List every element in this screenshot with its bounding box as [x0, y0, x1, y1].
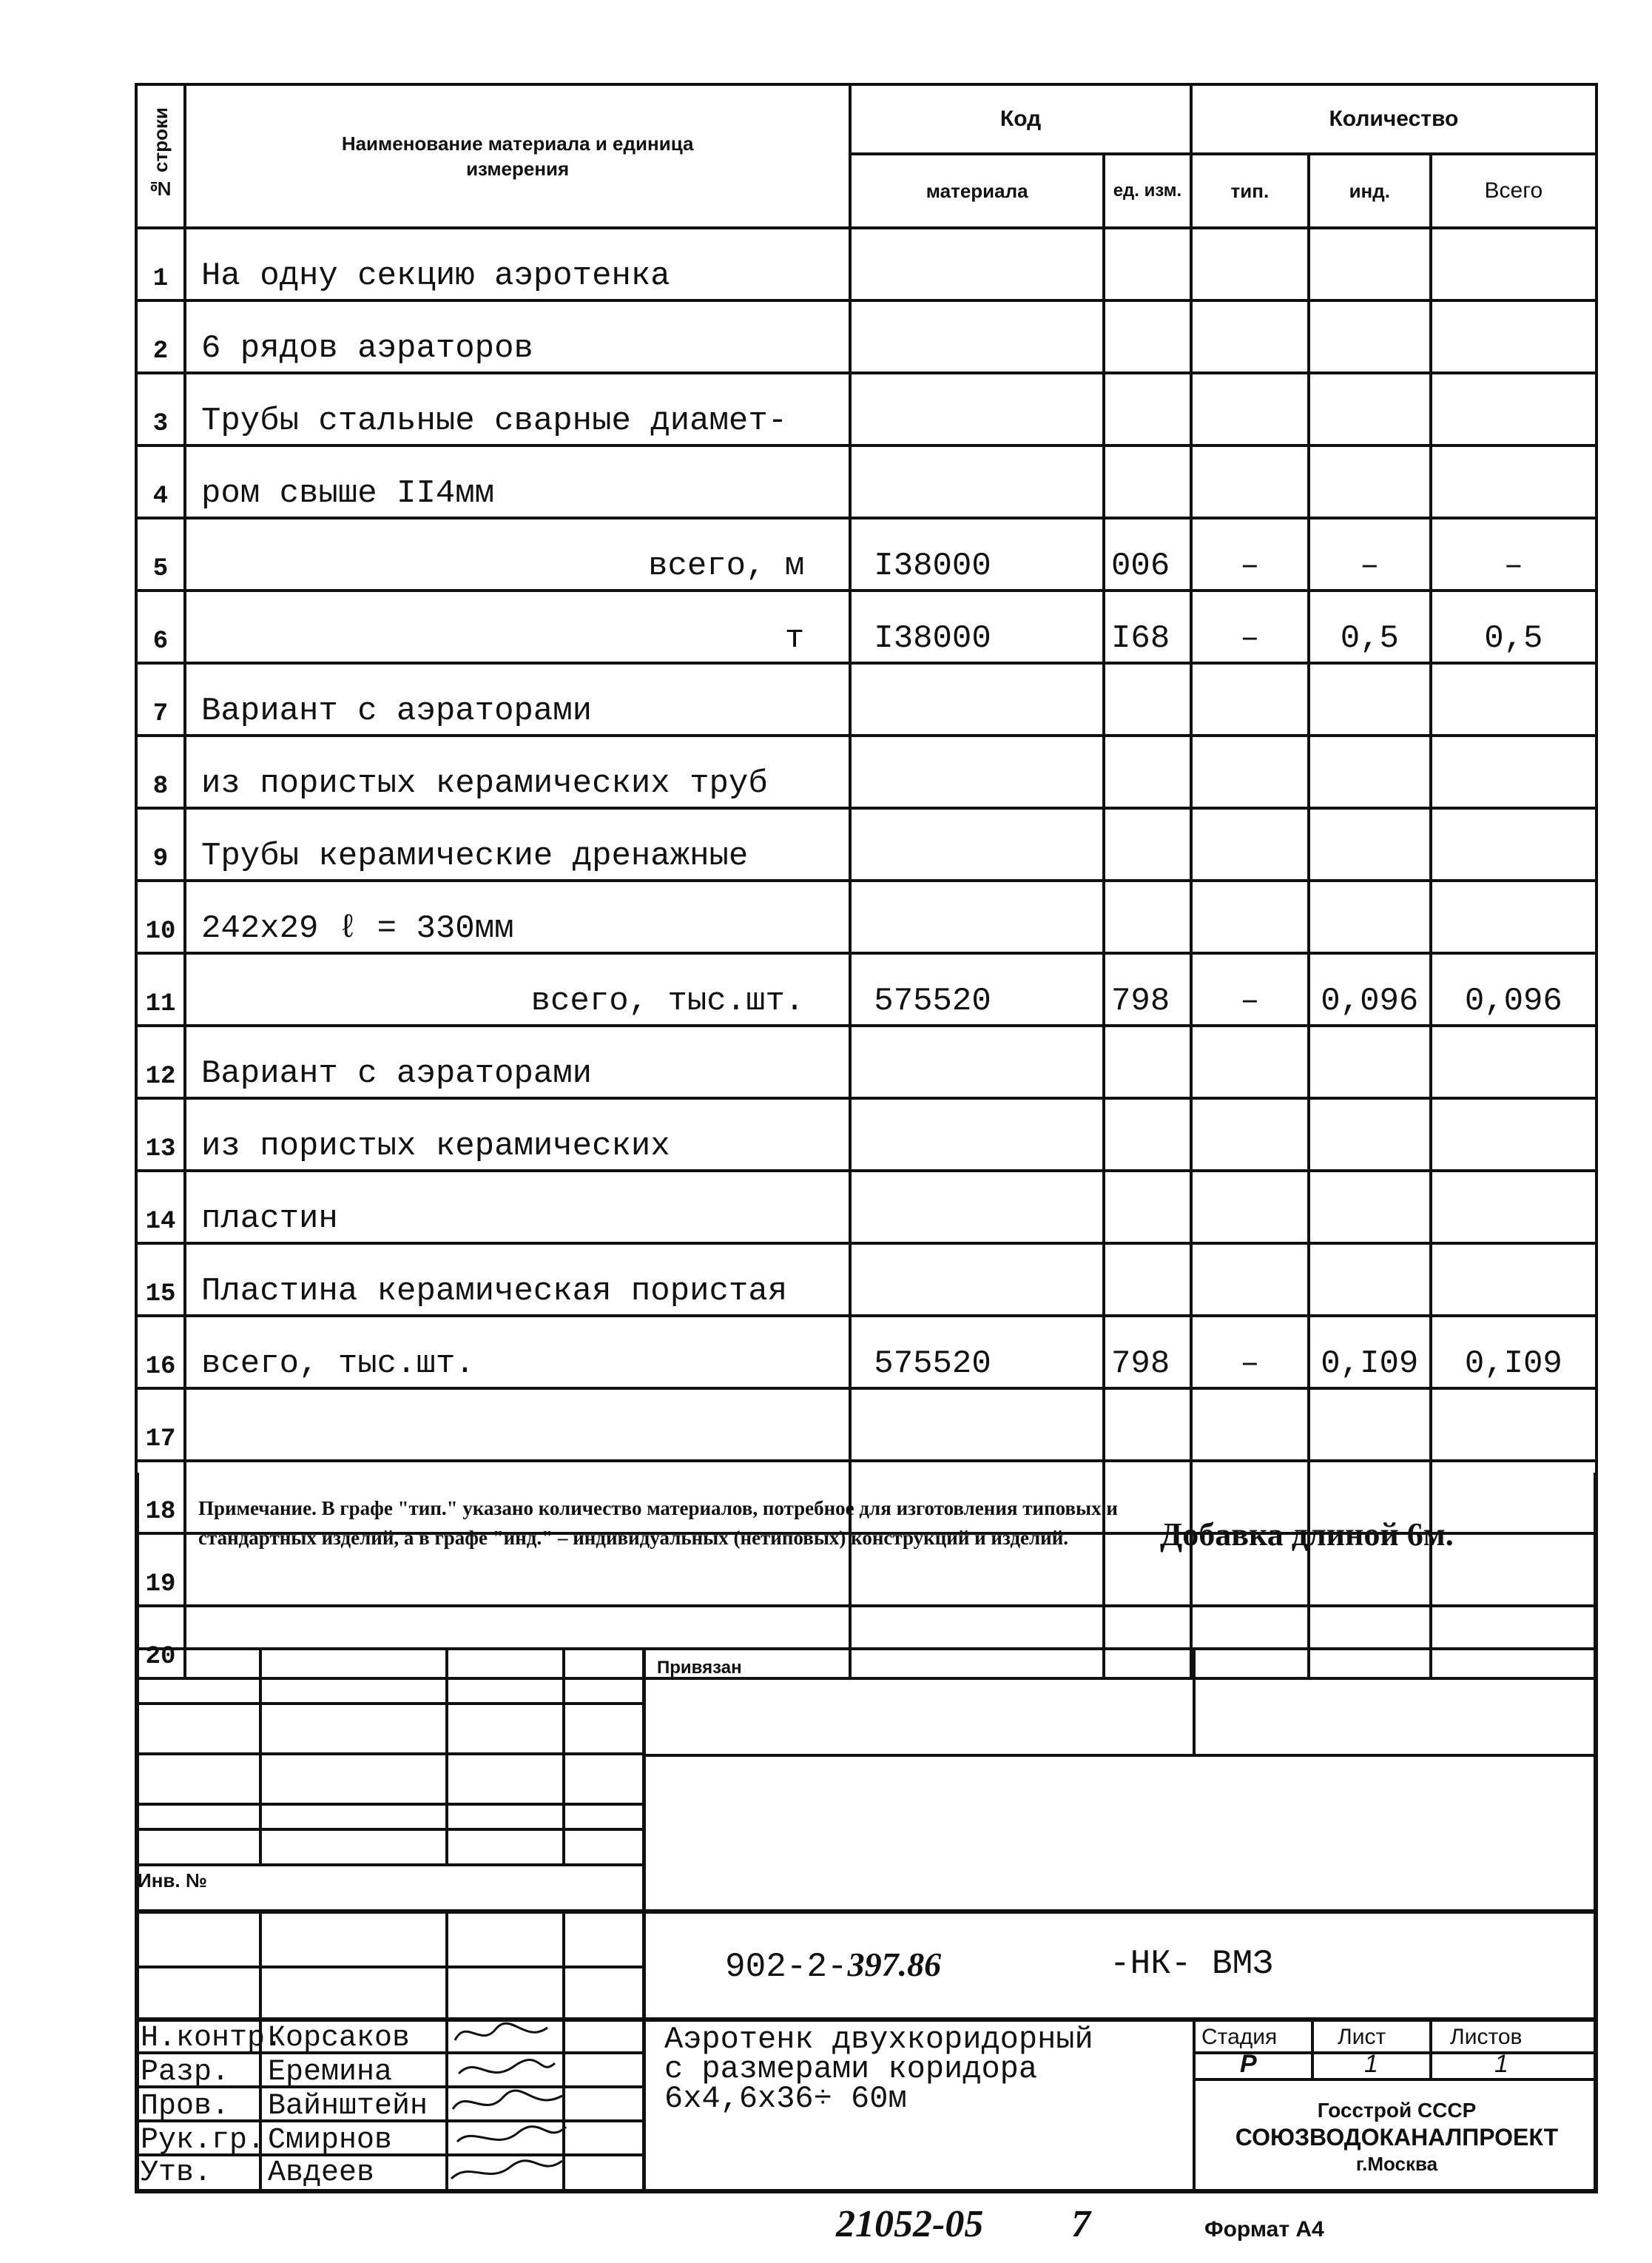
- qty-ind: [1309, 1388, 1431, 1461]
- material-code: [850, 1098, 1104, 1171]
- unit-code: [1104, 881, 1191, 953]
- header-code-material: материала: [850, 154, 1104, 228]
- signer-role: Пров.: [141, 2090, 230, 2123]
- material-code: [850, 228, 1104, 300]
- qty-typ: [1191, 300, 1309, 373]
- document-code: 902-2-397.86: [725, 1946, 942, 1986]
- material-code: [850, 663, 1104, 736]
- qty-total: [1431, 228, 1597, 300]
- sheet-value: 1: [1364, 2050, 1378, 2078]
- qty-typ: [1191, 1026, 1309, 1098]
- qty-total: [1431, 445, 1597, 518]
- table-row: [136, 953, 1597, 1026]
- material-code: [850, 300, 1104, 373]
- material-name: из пористых керамических: [185, 1098, 850, 1171]
- qty-ind: [1309, 736, 1431, 808]
- unit-code: [1104, 1243, 1191, 1316]
- header-code-unit: ед. изм.: [1104, 154, 1191, 228]
- privyazan-label: Привязан: [657, 1658, 742, 1678]
- format-label: Формат А4: [1204, 2217, 1324, 2242]
- material-code: I38000: [850, 591, 1104, 663]
- drawing-title: Аэротенк двухкоридорный с размерами коридора 6x4,6x36÷ 60м: [664, 2022, 1093, 2116]
- table-row: [136, 373, 1597, 445]
- row-number: 8: [136, 736, 185, 808]
- qty-typ: [1191, 445, 1309, 518]
- material-name: 242x29 ℓ = 330мм: [185, 881, 850, 953]
- document-suffix: -НК- ВМЗ: [1110, 1945, 1273, 1983]
- qty-typ: [1191, 1098, 1309, 1171]
- qty-typ: [1191, 1243, 1309, 1316]
- signer-name: Корсаков: [268, 2022, 411, 2055]
- header-qty-total: Всего: [1431, 154, 1597, 228]
- unit-code: [1104, 445, 1191, 518]
- row-number: 2: [136, 300, 185, 373]
- material-name: Вариант с аэраторами: [185, 1026, 850, 1098]
- material-name: пластин: [185, 1171, 850, 1243]
- row-number: 20: [136, 1606, 185, 1678]
- table-row: [136, 228, 1597, 300]
- row-number: 15: [136, 1243, 185, 1316]
- row-number: 1: [136, 228, 185, 300]
- signer-name: Смирнов: [268, 2124, 393, 2157]
- qty-ind: –: [1309, 518, 1431, 591]
- material-name: из пористых керамических труб: [185, 736, 850, 808]
- qty-total: [1431, 373, 1597, 445]
- qty-ind: [1309, 1026, 1431, 1098]
- header-qty-ind: инд.: [1309, 154, 1431, 228]
- table-row: [136, 1098, 1597, 1171]
- material-name: всего, тыс.шт.: [185, 1316, 850, 1388]
- note-block: [135, 1473, 1598, 1650]
- row-number: 17: [136, 1388, 185, 1461]
- qty-total: [1431, 808, 1597, 881]
- qty-ind: [1309, 1171, 1431, 1243]
- unit-code: [1104, 228, 1191, 300]
- unit-code: [1104, 373, 1191, 445]
- row-number: 11: [136, 953, 185, 1026]
- unit-code: 006: [1104, 518, 1191, 591]
- qty-ind: 0,096: [1309, 953, 1431, 1026]
- qty-ind: [1309, 808, 1431, 881]
- qty-total: [1431, 1098, 1597, 1171]
- organization: Госстрой СССР СОЮЗВОДОКАНАЛПРОЕКТ г.Москва: [1235, 2099, 1559, 2175]
- table-row: [136, 300, 1597, 373]
- material-code: 575520: [850, 1316, 1104, 1388]
- signer-name: Вайнштейн: [268, 2090, 428, 2123]
- sheet-label: Лист: [1338, 2025, 1386, 2049]
- signer-role: Утв.: [141, 2156, 212, 2190]
- header-row-number: № строки: [136, 84, 185, 228]
- material-code: 575520: [850, 953, 1104, 1026]
- unit-code: [1104, 1098, 1191, 1171]
- qty-typ: [1191, 736, 1309, 808]
- material-code: [850, 445, 1104, 518]
- qty-typ: –: [1191, 518, 1309, 591]
- qty-total: [1431, 881, 1597, 953]
- signer-name: Еремина: [268, 2056, 393, 2089]
- sheets-label: Листов: [1450, 2025, 1523, 2049]
- row-number: 5: [136, 518, 185, 591]
- signer-role: Разр.: [141, 2056, 230, 2089]
- unit-code: [1104, 1388, 1191, 1461]
- material-name: всего, м: [185, 518, 850, 591]
- row-number: 3: [136, 373, 185, 445]
- qty-ind: [1309, 881, 1431, 953]
- material-name: т: [185, 591, 850, 663]
- qty-total: [1431, 1243, 1597, 1316]
- stage-value: Р: [1240, 2050, 1257, 2078]
- signer-role: Рук.гр.: [141, 2124, 266, 2157]
- qty-total: 0,5: [1431, 591, 1597, 663]
- row-number: 14: [136, 1171, 185, 1243]
- table-row: [136, 1388, 1597, 1461]
- qty-typ: –: [1191, 953, 1309, 1026]
- qty-ind: [1309, 1243, 1431, 1316]
- row-number: 12: [136, 1026, 185, 1098]
- note-text: Примечание. В графе "тип." указано количество материалов, потребное для изготовления типовых и стандартных изделий, а в графе "инд." – индивидуальных (нетиповых) конструкций и изделий.: [198, 1497, 1118, 1549]
- unit-code: I68: [1104, 591, 1191, 663]
- material-code: [850, 736, 1104, 808]
- qty-total: –: [1431, 518, 1597, 591]
- qty-typ: [1191, 881, 1309, 953]
- material-code: [850, 808, 1104, 881]
- header-code: Код: [850, 84, 1191, 154]
- unit-code: [1104, 663, 1191, 736]
- note-addition: Добавка длиной 6м.: [1160, 1516, 1454, 1553]
- qty-ind: [1309, 300, 1431, 373]
- qty-ind: 0,I09: [1309, 1316, 1431, 1388]
- qty-ind: [1309, 445, 1431, 518]
- qty-ind: [1309, 373, 1431, 445]
- unit-code: [1104, 736, 1191, 808]
- row-number: 16: [136, 1316, 185, 1388]
- material-name: [185, 1388, 850, 1461]
- qty-ind: [1309, 228, 1431, 300]
- unit-code: 798: [1104, 953, 1191, 1026]
- qty-ind: [1309, 663, 1431, 736]
- qty-total: [1431, 300, 1597, 373]
- handwritten-number: 21052-05: [836, 2203, 984, 2245]
- qty-typ: –: [1191, 1316, 1309, 1388]
- row-number: 7: [136, 663, 185, 736]
- table-row: [136, 445, 1597, 518]
- qty-typ: [1191, 663, 1309, 736]
- table-row: [136, 736, 1597, 808]
- material-name: ром свыше II4мм: [185, 445, 850, 518]
- table-row: [136, 591, 1597, 663]
- row-number: 13: [136, 1098, 185, 1171]
- material-code: [850, 881, 1104, 953]
- qty-typ: [1191, 1171, 1309, 1243]
- signature-marks: [444, 2014, 570, 2192]
- material-code: [850, 1243, 1104, 1316]
- unit-code: [1104, 1026, 1191, 1098]
- qty-typ: [1191, 808, 1309, 881]
- qty-total: [1431, 736, 1597, 808]
- qty-typ: –: [1191, 591, 1309, 663]
- qty-typ: [1191, 228, 1309, 300]
- table-row: [136, 1316, 1597, 1388]
- qty-typ: [1191, 1388, 1309, 1461]
- handwritten-page: 7: [1071, 2203, 1090, 2245]
- table-row: [136, 663, 1597, 736]
- material-code: [850, 373, 1104, 445]
- material-code: [850, 1171, 1104, 1243]
- qty-total: [1431, 1388, 1597, 1461]
- unit-code: 798: [1104, 1316, 1191, 1388]
- material-name: 6 рядов аэраторов: [185, 300, 850, 373]
- qty-total: 0,I09: [1431, 1316, 1597, 1388]
- table-row: [136, 881, 1597, 953]
- qty-total: 0,096: [1431, 953, 1597, 1026]
- table-row: [136, 518, 1597, 591]
- stage-label: Стадия: [1201, 2025, 1278, 2049]
- qty-typ: [1191, 373, 1309, 445]
- signer-name: Авдеев: [268, 2156, 375, 2190]
- material-name: Трубы керамические дренажные: [185, 808, 850, 881]
- sheets-value: 1: [1494, 2050, 1508, 2078]
- material-name: всего, тыс.шт.: [185, 953, 850, 1026]
- qty-total: [1431, 663, 1597, 736]
- material-code: [850, 1388, 1104, 1461]
- spec-table: [135, 83, 1598, 1680]
- material-code: [850, 1026, 1104, 1098]
- unit-code: [1104, 808, 1191, 881]
- signer-role: Н.контр.: [141, 2022, 283, 2055]
- qty-total: [1431, 1171, 1597, 1243]
- table-row: [136, 1171, 1597, 1243]
- qty-ind: [1309, 1098, 1431, 1171]
- row-number: 10: [136, 881, 185, 953]
- inventory-number-label: Инв. №: [138, 1869, 207, 1892]
- header-quantity: Количество: [1191, 84, 1597, 154]
- material-name: Вариант с аэраторами: [185, 663, 850, 736]
- unit-code: [1104, 300, 1191, 373]
- material-name: Трубы стальные сварные диамет-: [185, 373, 850, 445]
- header-qty-typ: тип.: [1191, 154, 1309, 228]
- unit-code: [1104, 1171, 1191, 1243]
- table-row: [136, 1243, 1597, 1316]
- qty-ind: 0,5: [1309, 591, 1431, 663]
- table-row: [136, 1026, 1597, 1098]
- row-number: 18: [136, 1461, 185, 1533]
- material-name: На одну секцию аэротенка: [185, 228, 850, 300]
- table-row: [136, 808, 1597, 881]
- header-material-name: Наименование материала и единица измерения: [185, 84, 850, 228]
- row-number: 6: [136, 591, 185, 663]
- material-code: I38000: [850, 518, 1104, 591]
- row-number: 9: [136, 808, 185, 881]
- qty-total: [1431, 1026, 1597, 1098]
- row-number: 4: [136, 445, 185, 518]
- row-number: 19: [136, 1533, 185, 1606]
- material-name: Пластина керамическая пористая: [185, 1243, 850, 1316]
